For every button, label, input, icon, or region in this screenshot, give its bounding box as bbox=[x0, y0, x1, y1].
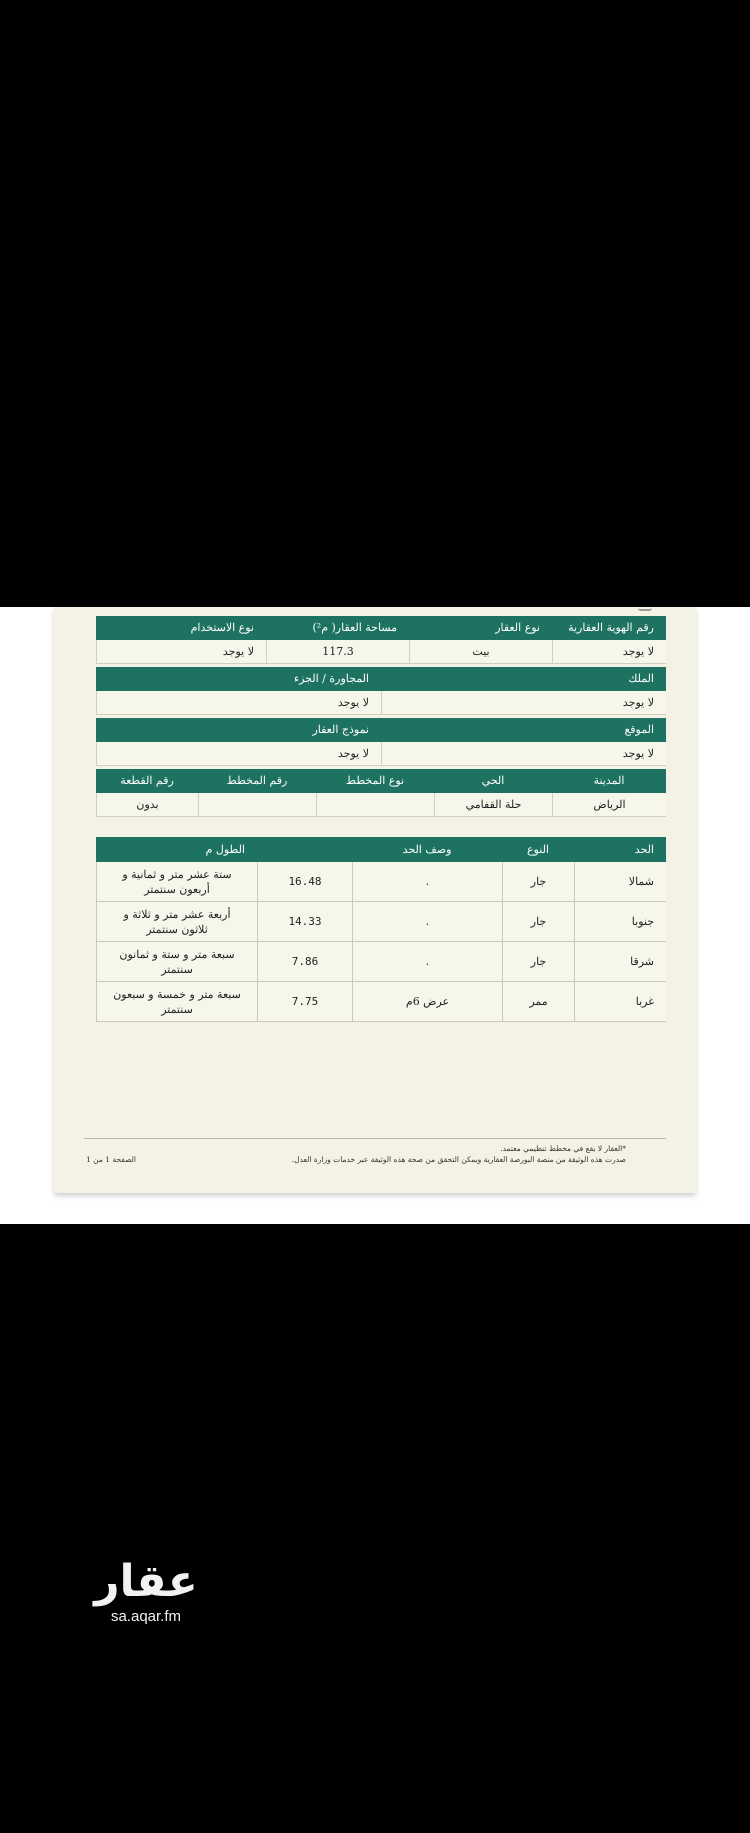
value-location: لا يوجد bbox=[381, 742, 666, 766]
row-south-length: 14.33 bbox=[257, 902, 352, 942]
row-north-length-text: ستة عشر متر و ثمانية و أربعون سنتمتر bbox=[96, 862, 257, 902]
property-info-table bbox=[96, 616, 666, 664]
row-south-desc: . bbox=[352, 902, 502, 942]
row-north-type: جار bbox=[502, 862, 574, 902]
row-west-type: ممر bbox=[502, 982, 574, 1022]
value-neighborhood-part: لا يوجد bbox=[96, 691, 381, 715]
location-table bbox=[96, 718, 666, 766]
aqar-logo-text: عقار bbox=[94, 1556, 198, 1607]
header-city: المدينة bbox=[552, 769, 666, 793]
value-plan-number bbox=[198, 793, 316, 817]
footer-divider bbox=[84, 1138, 666, 1139]
value-plan-type bbox=[316, 793, 434, 817]
row-north-length: 16.48 bbox=[257, 862, 352, 902]
header-property-type: نوع العقار bbox=[409, 616, 552, 640]
header-plot-number: رقم القطعة bbox=[96, 769, 198, 793]
row-east-length: 7.86 bbox=[257, 942, 352, 982]
boundaries-table bbox=[96, 837, 666, 1022]
header-plan-number: رقم المخطط bbox=[198, 769, 316, 793]
page-edge-mark bbox=[638, 605, 652, 611]
header-property-model: نموذج العقار bbox=[96, 718, 381, 742]
header-side: الحد bbox=[574, 837, 666, 862]
page-number: الصفحة 1 من 1 bbox=[86, 1155, 136, 1164]
row-north-side: شمالا bbox=[574, 862, 666, 902]
header-length-number bbox=[257, 837, 352, 862]
aqar-url: sa.aqar.fm bbox=[110, 1608, 182, 1625]
value-ownership: لا يوجد bbox=[381, 691, 666, 715]
property-deed-document bbox=[54, 607, 696, 1193]
header-district: الحي bbox=[434, 769, 552, 793]
footnote-verification: صدرت هذه الوثيقة من منصة البورصة العقارية ويمكن التحقق من صحة هذه الوثيقة عبر خدمات وزارة العدل. bbox=[291, 1155, 626, 1164]
header-property-area: مساحة العقار( م²) bbox=[266, 616, 409, 640]
row-south-type: جار bbox=[502, 902, 574, 942]
row-north-desc: . bbox=[352, 862, 502, 902]
value-property-area: 117.3 bbox=[266, 640, 409, 664]
value-city: الرياض bbox=[552, 793, 666, 817]
header-ownership: الملك bbox=[381, 667, 666, 691]
value-property-id: لا يوجد bbox=[552, 640, 666, 664]
header-description: وصف الحد bbox=[352, 837, 502, 862]
plan-table bbox=[96, 769, 666, 817]
row-west-desc: عرض 6م bbox=[352, 982, 502, 1022]
header-property-id: رقم الهوية العقارية bbox=[552, 616, 666, 640]
row-east-side: شرقا bbox=[574, 942, 666, 982]
value-property-model: لا يوجد bbox=[96, 742, 381, 766]
footnote-plan-status: *العقار لا يقع في مخطط تنظيمي معتمد. bbox=[500, 1144, 626, 1153]
row-west-length: 7.75 bbox=[257, 982, 352, 1022]
header-usage-type: نوع الاستخدام bbox=[96, 616, 266, 640]
header-location: الموقع bbox=[381, 718, 666, 742]
row-east-length-text: سبعة متر و ستة و ثمانون سنتمتر bbox=[96, 942, 257, 982]
row-east-type: جار bbox=[502, 942, 574, 982]
ownership-table bbox=[96, 667, 666, 715]
value-usage-type: لا يوجد bbox=[96, 640, 266, 664]
row-south-side: جنوبا bbox=[574, 902, 666, 942]
value-district: حلة القفامي bbox=[434, 793, 552, 817]
row-east-desc: . bbox=[352, 942, 502, 982]
aqar-watermark-logo bbox=[86, 1556, 206, 1626]
header-plan-type: نوع المخطط bbox=[316, 769, 434, 793]
header-neighborhood-part: المجاورة / الجزء bbox=[96, 667, 381, 691]
row-west-length-text: سبعة متر و خمسة و سبعون سنتمتر bbox=[96, 982, 257, 1022]
value-plot-number: بدون bbox=[96, 793, 198, 817]
value-property-type: بيت bbox=[409, 640, 552, 664]
row-west-side: غربا bbox=[574, 982, 666, 1022]
header-length: الطول م bbox=[96, 837, 257, 862]
header-type: النوع bbox=[502, 837, 574, 862]
row-south-length-text: أربعة عشر متر و ثلاثة و ثلاثون سنتمتر bbox=[96, 902, 257, 942]
